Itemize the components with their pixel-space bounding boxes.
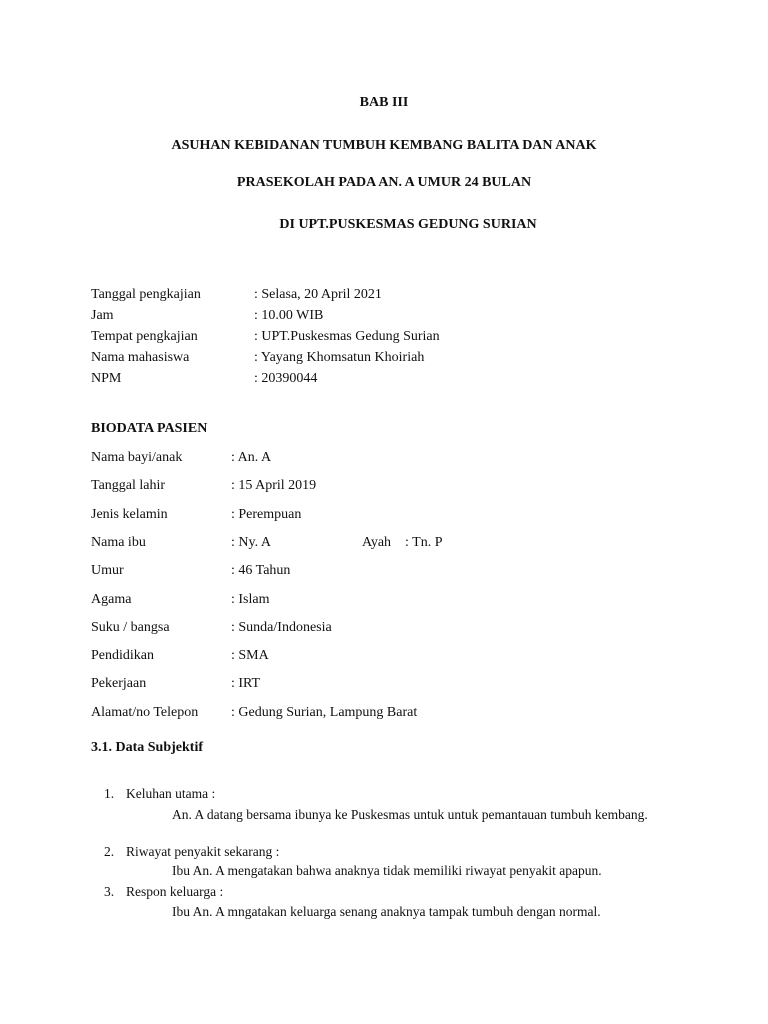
meta-value: : 20390044 — [254, 371, 318, 386]
chapter-title: BAB III — [359, 95, 409, 110]
section-heading: 3.1. Data Subjektif — [91, 740, 204, 755]
biodata-heading: BIODATA PASIEN — [91, 421, 208, 436]
biodata-label: Umur — [91, 563, 124, 578]
meta-label: Nama mahasiswa — [91, 350, 190, 365]
document-title-line2: PRASEKOLAH PADA AN. A UMUR 24 BULAN — [236, 175, 532, 190]
biodata-value: : Perempuan — [231, 507, 302, 522]
meta-value: : 10.00 WIB — [254, 308, 324, 323]
list-item-label: Riwayat penyakit sekarang : — [126, 844, 280, 859]
meta-value: : Yayang Khomsatun Khoiriah — [254, 350, 425, 365]
list-number: 3. — [104, 884, 115, 899]
list-item-text: An. A datang bersama ibunya ke Puskesmas untuk untuk pemantauan tumbuh kembang. — [172, 807, 648, 822]
biodata-value: : Ny. A — [231, 535, 271, 550]
list-item-text: Ibu An. A mengatakan bahwa anaknya tidak memiliki riwayat penyakit apapun. — [172, 863, 602, 878]
biodata-label: Pendidikan — [91, 648, 154, 663]
biodata-label: Jenis kelamin — [91, 507, 168, 522]
document-title-line1: ASUHAN KEBIDANAN TUMBUH KEMBANG BALITA DAN ANAK — [171, 138, 597, 153]
meta-label: Jam — [91, 308, 114, 323]
biodata-value: : Gedung Surian, Lampung Barat — [231, 705, 418, 720]
document-title-line3: DI UPT.PUSKESMAS GEDUNG SURIAN — [279, 217, 537, 232]
biodata-value: : Islam — [231, 592, 270, 607]
biodata-label: Nama ibu — [91, 535, 146, 550]
meta-value: : Selasa, 20 April 2021 — [254, 287, 382, 302]
meta-label: Tanggal pengkajian — [91, 287, 201, 302]
list-item-text: Ibu An. A mngatakan keluarga senang anaknya tampak tumbuh dengan normal. — [172, 904, 601, 919]
biodata-label: Alamat/no Telepon — [91, 705, 199, 720]
biodata-value: : 15 April 2019 — [231, 478, 317, 493]
biodata-value: : IRT — [231, 676, 261, 691]
list-item-label: Keluhan utama : — [126, 786, 216, 801]
meta-value: : UPT.Puskesmas Gedung Surian — [254, 329, 440, 344]
list-item-label: Respon keluarga : — [126, 884, 224, 899]
father-label: Ayah — [362, 535, 392, 550]
list-number: 2. — [104, 844, 115, 859]
biodata-label: Nama bayi/anak — [91, 450, 183, 465]
biodata-label: Pekerjaan — [91, 676, 147, 691]
list-number: 1. — [104, 786, 115, 801]
biodata-label: Agama — [91, 592, 132, 607]
biodata-label: Tanggal lahir — [91, 478, 166, 493]
biodata-value: : An. A — [231, 450, 272, 465]
biodata-value: : 46 Tahun — [231, 563, 291, 578]
biodata-value: : Sunda/Indonesia — [231, 620, 332, 635]
meta-label: Tempat pengkajian — [91, 329, 198, 344]
father-value: : Tn. P — [405, 535, 443, 550]
meta-label: NPM — [91, 371, 122, 386]
biodata-value: : SMA — [231, 648, 269, 663]
biodata-label: Suku / bangsa — [91, 620, 170, 635]
